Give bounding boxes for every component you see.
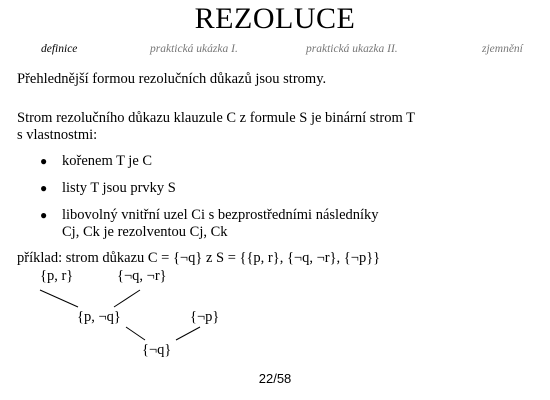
page-counter [0,371,550,386]
bullet-item-inner-node-line-2: Cj, Ck je rezolventou Cj, Ck [62,224,228,240]
nav-link-definice[interactable]: definice [41,43,78,55]
tree-node-p-nq: {p, ¬q} [77,309,121,325]
example-line: příklad: strom důkazu C = {¬q} z S = {{p, r}, {¬q, ¬r}, {¬p}} [17,250,381,266]
bullet-item-leaves: listy T jsou prvky S [62,180,176,196]
tree-node-leaf-p-r: {p, r} [40,268,74,284]
tree-node-leaf-nq-nr: {¬q, ¬r} [117,268,167,284]
definition-line-2: s vlastnostmi: [17,127,98,143]
page-separator: / [273,371,277,386]
nav-link-prakticka-ukazka-1[interactable]: praktická ukázka I. [150,43,238,55]
page-total: 58 [276,371,292,386]
bullet-item-root: kořenem T je C [62,153,153,169]
tree-edge [114,290,140,307]
tree-node-leaf-np: {¬p} [190,309,220,325]
tree-edge [126,327,145,340]
bullet-item-inner-node-line-1: libovolný vnitřní uzel Ci s bezprostředními následníky [62,207,379,223]
bullet-marker: ● [40,154,48,168]
tree-node-root-nq: {¬q} [142,342,172,358]
slide-title: REZOLUCE [194,2,356,35]
intro-paragraph: Přehlednější formou rezolučních důkazů jsou stromy. [17,71,327,87]
page-current: 22 [258,371,274,386]
tree-edge [176,327,200,340]
definition-line-1: Strom rezolučního důkazu klauzule C z formule S je binární strom T [17,110,415,126]
nav-link-zjemneni[interactable]: zjemnění [482,43,523,55]
tree-edge [40,290,78,307]
nav-link-prakticka-ukazka-2[interactable]: praktická ukazka II. [306,43,398,55]
bullet-marker: ● [40,208,48,222]
bullet-marker: ● [40,181,48,195]
